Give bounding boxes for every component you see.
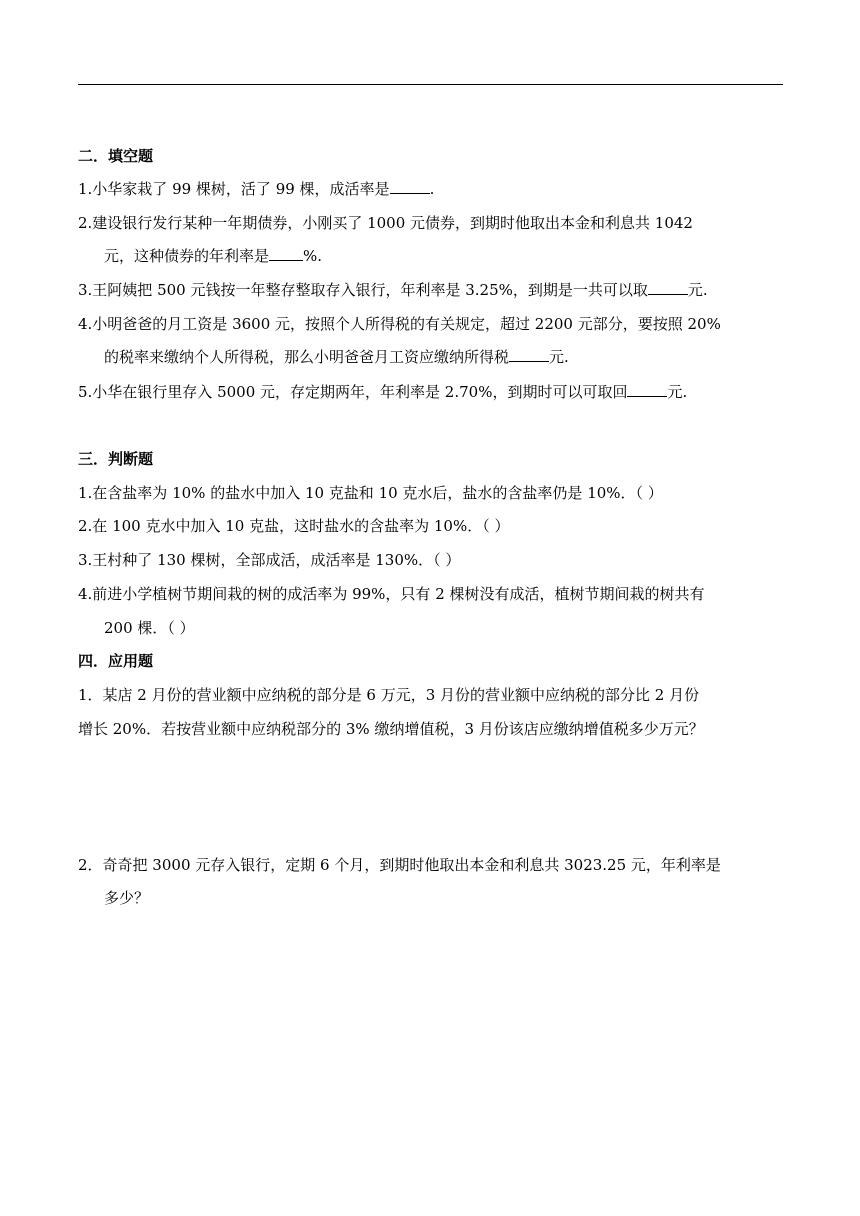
section-title-fill-in: 二．填空题 (78, 147, 154, 165)
fill-question-4-line-2 (104, 347, 809, 367)
judge-question-2: 2.在 100 克水中加入 10 克盐，这时盐水的含盐率为 10%．（ ） (78, 517, 510, 535)
fill-question-4-text: 的税率来缴纳个人所得税，那么小明爸爸月工资应缴纳所得税 (104, 348, 510, 366)
fill-question-3 (78, 280, 783, 300)
fill-question-1-end: . (429, 180, 435, 198)
application-question-2-line-2: 多少？ (104, 889, 150, 907)
fill-question-4-line-1: 4.小明爸爸的月工资是 3600 元，按照个人所得税的有关规定，超过 2200 元部分，要按照 20% (78, 315, 721, 333)
answer-blank[interactable] (648, 280, 688, 295)
fill-question-2-line-1: 2.建设银行发行某种一年期债券，小刚买了 1000 元债券，到期时他取出本金和利息共 1042 (78, 214, 693, 232)
fill-question-1-text: 1.小华家栽了 99 棵树，活了 99 棵，成活率是 (78, 180, 390, 198)
fill-question-4-end: 元. (549, 348, 569, 366)
application-question-1-line-2: 增长 20%．若按营业额中应纳税部分的 3% 缴纳增值税，3 月份该店应缴纳增值税多少万元？ (78, 720, 704, 738)
application-question-1-line-1: 1．某店 2 月份的营业额中应纳税的部分是 6 万元，3 月份的营业额中应纳税的部分比 2 月份 (78, 686, 700, 704)
answer-blank[interactable] (269, 246, 303, 261)
judge-question-3: 3.王村种了 130 棵树，全部成活，成活率是 130%．（ ） (78, 551, 461, 569)
answer-blank[interactable] (509, 347, 549, 362)
section-title-application: 四．应用题 (78, 652, 154, 670)
answer-blank[interactable] (390, 179, 430, 194)
answer-blank[interactable] (627, 382, 667, 397)
fill-question-3-end: 元. (687, 281, 708, 299)
header-rule (78, 84, 783, 85)
fill-question-2-line-2 (104, 246, 809, 266)
fill-question-5 (78, 382, 783, 402)
fill-question-2-text: 元，这种债券的年利率是 (104, 247, 270, 265)
judge-question-4-line-2: 200 棵．（ ） (104, 619, 195, 637)
judge-question-4-line-1: 4.前进小学植树节期间栽的树的成活率为 99%，只有 2 棵树没有成活，植树节期间栽的树共有 (78, 585, 705, 603)
section-title-true-false: 三．判断题 (78, 450, 154, 468)
fill-question-2-end: %. (303, 247, 323, 265)
application-question-2-line-1: 2．奇奇把 3000 元存入银行，定期 6 个月，到期时他取出本金和利息共 3023.25 元，年利率是 (78, 856, 721, 874)
judge-question-1: 1.在含盐率为 10% 的盐水中加入 10 克盐和 10 克水后，盐水的含盐率仍是 10%．（ ） (78, 484, 663, 502)
fill-question-5-end: 元. (667, 383, 688, 401)
fill-question-3-text: 3.王阿姨把 500 元钱按一年整存整取存入银行，年利率是 3.25%，到期是一共可以取 (78, 281, 648, 299)
fill-question-1 (78, 179, 783, 199)
fill-question-5-text: 5.小华在银行里存入 5000 元，存定期两年，年利率是 2.70%，到期时可以可取回 (78, 383, 628, 401)
